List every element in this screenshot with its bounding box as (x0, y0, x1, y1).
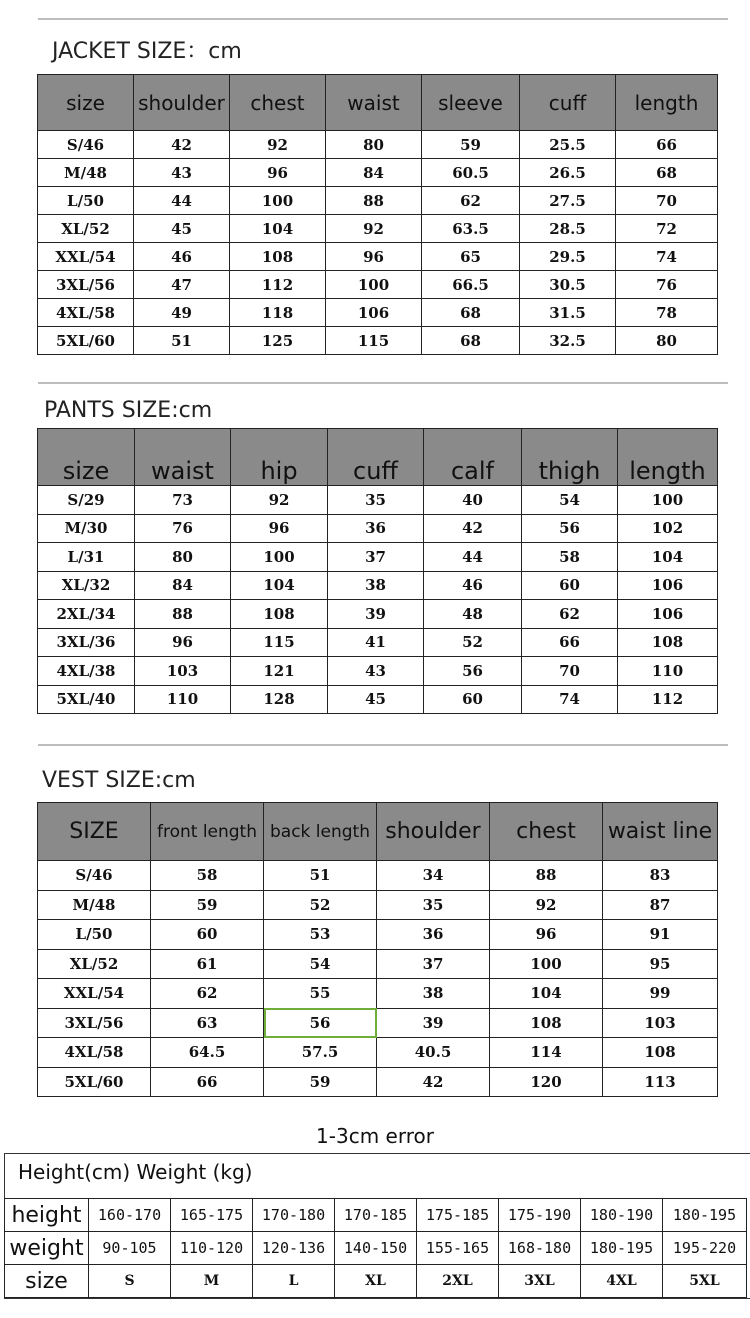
jacket-cell: S/46 (38, 131, 134, 159)
jacket-cell: 76 (616, 271, 718, 299)
vest-cell: 59 (151, 890, 264, 920)
table-row (38, 979, 718, 1009)
pants-header-waist: waist (135, 429, 231, 486)
jacket-cell: 125 (230, 327, 326, 355)
pants-cell: 74 (522, 685, 618, 714)
hw-cell-height: 165-175 (171, 1199, 253, 1232)
jacket-cell: 60.5 (422, 159, 520, 187)
vest-cell: S/46 (38, 861, 151, 891)
error-note: 1-3cm error (316, 1124, 434, 1148)
pants-cell: 60 (424, 685, 522, 714)
pants-header-length: length (618, 429, 718, 486)
vest-cell: M/48 (38, 890, 151, 920)
jacket-cell: 104 (230, 215, 326, 243)
pants-cell: 115 (231, 628, 328, 657)
pants-cell: 96 (135, 628, 231, 657)
table-row (38, 131, 718, 159)
vest-cell: 96 (490, 920, 603, 950)
hw-cell-weight: 110-120 (171, 1232, 253, 1265)
hw-cell-height: 175-185 (417, 1199, 499, 1232)
vest-cell: 53 (264, 920, 377, 950)
pants-cell: 54 (522, 486, 618, 515)
table-row (38, 657, 718, 686)
hw-row-weight (5, 1232, 747, 1265)
vest-cell: 108 (490, 1008, 603, 1038)
jacket-cell: 88 (326, 187, 422, 215)
pants-cell: 104 (618, 543, 718, 572)
vest-cell: 57.5 (264, 1038, 377, 1068)
jacket-cell: 32.5 (520, 327, 616, 355)
table-row (38, 215, 718, 243)
jacket-cell: 112 (230, 271, 326, 299)
vest-cell: 91 (603, 920, 718, 950)
pants-cell: 100 (231, 543, 328, 572)
jacket-cell: 74 (616, 243, 718, 271)
vest-cell: 42 (377, 1067, 490, 1097)
vest-cell: XXL/54 (38, 979, 151, 1009)
vest-cell: 66 (151, 1067, 264, 1097)
vest-cell: 34 (377, 861, 490, 891)
pants-cell: 40 (424, 486, 522, 515)
pants-header-size: size (38, 429, 135, 486)
jacket-cell: 100 (326, 271, 422, 299)
pants-cell: 37 (328, 543, 424, 572)
table-row (38, 187, 718, 215)
jacket-pants-divider (38, 382, 728, 384)
pants-cell: 110 (135, 685, 231, 714)
pants-cell: 46 (424, 571, 522, 600)
jacket-header-size: size (38, 75, 134, 131)
hw-cell-size: 4XL (581, 1265, 663, 1298)
pants-cell: 102 (618, 514, 718, 543)
jacket-cell: 46 (134, 243, 230, 271)
pants-header-hip: hip (231, 429, 328, 486)
pants-cell: 41 (328, 628, 424, 657)
pants-cell: 108 (618, 628, 718, 657)
hw-cell-weight: 195-220 (663, 1232, 747, 1265)
jacket-cell: 44 (134, 187, 230, 215)
pants-header-cuff: cuff (328, 429, 424, 486)
table-row (38, 861, 718, 891)
hw-cell-size: S (89, 1265, 171, 1298)
pants-cell: 106 (618, 600, 718, 629)
top-divider (38, 18, 728, 20)
hw-cell-weight: 155-165 (417, 1232, 499, 1265)
pants-cell: 121 (231, 657, 328, 686)
pants-cell: 104 (231, 571, 328, 600)
vest-cell: 113 (603, 1067, 718, 1097)
pants-cell: 84 (135, 571, 231, 600)
jacket-cell: 65 (422, 243, 520, 271)
height-weight-title: Height(cm) Weight (kg) (18, 1160, 253, 1184)
jacket-cell: 27.5 (520, 187, 616, 215)
pants-cell: 35 (328, 486, 424, 515)
vest-cell: 100 (490, 949, 603, 979)
hw-cell-weight: 120-136 (253, 1232, 335, 1265)
vest-header-chest: chest (490, 803, 603, 861)
vest-cell: 83 (603, 861, 718, 891)
jacket-header-chest: chest (230, 75, 326, 131)
pants-cell: 48 (424, 600, 522, 629)
jacket-cell: 108 (230, 243, 326, 271)
vest-cell: 39 (377, 1008, 490, 1038)
pants-cell: 38 (328, 571, 424, 600)
jacket-cell: M/48 (38, 159, 134, 187)
hw-cell-weight: 180-195 (581, 1232, 663, 1265)
pants-cell: 103 (135, 657, 231, 686)
pants-cell: 88 (135, 600, 231, 629)
hw-label-height: height (5, 1199, 89, 1232)
table-row (38, 299, 718, 327)
jacket-cell: 115 (326, 327, 422, 355)
hw-cell-weight: 168-180 (499, 1232, 581, 1265)
hw-row-size (5, 1265, 747, 1298)
pants-cell: 45 (328, 685, 424, 714)
jacket-header-sleeve: sleeve (422, 75, 520, 131)
vest-cell: 37 (377, 949, 490, 979)
pants-cell: 110 (618, 657, 718, 686)
vest-size-table (37, 802, 718, 1097)
hw-cell-size: 2XL (417, 1265, 499, 1298)
table-row (38, 514, 718, 543)
pants-cell: 70 (522, 657, 618, 686)
hw-cell-height: 180-195 (663, 1199, 747, 1232)
pants-cell: 112 (618, 685, 718, 714)
jacket-size-table (37, 74, 718, 355)
jacket-cell: 66 (616, 131, 718, 159)
jacket-cell: 4XL/58 (38, 299, 134, 327)
jacket-cell: 62 (422, 187, 520, 215)
jacket-cell: 72 (616, 215, 718, 243)
vest-cell: 61 (151, 949, 264, 979)
vest-cell: 4XL/58 (38, 1038, 151, 1068)
vest-cell: 92 (490, 890, 603, 920)
table-row (38, 949, 718, 979)
vest-cell: 103 (603, 1008, 718, 1038)
pants-header-calf: calf (424, 429, 522, 486)
jacket-cell: 5XL/60 (38, 327, 134, 355)
table-row (38, 1008, 718, 1038)
jacket-cell: 3XL/56 (38, 271, 134, 299)
jacket-cell: 84 (326, 159, 422, 187)
jacket-cell: 29.5 (520, 243, 616, 271)
jacket-cell: 68 (616, 159, 718, 187)
pants-cell: 43 (328, 657, 424, 686)
jacket-cell: 68 (422, 299, 520, 327)
jacket-cell: 45 (134, 215, 230, 243)
table-row (38, 571, 718, 600)
hw-cell-height: 170-185 (335, 1199, 417, 1232)
pants-cell: XL/32 (38, 571, 135, 600)
vest-cell: 40.5 (377, 1038, 490, 1068)
hw-cell-size: M (171, 1265, 253, 1298)
pants-cell: 3XL/36 (38, 628, 135, 657)
pants-cell: 60 (522, 571, 618, 600)
jacket-header-shoulder: shoulder (134, 75, 230, 131)
table-row (38, 685, 718, 714)
jacket-cell: 96 (326, 243, 422, 271)
hw-cell-size: XL (335, 1265, 417, 1298)
pants-cell: 39 (328, 600, 424, 629)
height-weight-table (4, 1198, 747, 1298)
pants-cell: 66 (522, 628, 618, 657)
jacket-cell: 80 (326, 131, 422, 159)
jacket-cell: 92 (326, 215, 422, 243)
pants-cell: 92 (231, 486, 328, 515)
jacket-cell: 25.5 (520, 131, 616, 159)
table-row (38, 159, 718, 187)
pants-cell: 76 (135, 514, 231, 543)
jacket-cell: 31.5 (520, 299, 616, 327)
vest-cell: 108 (603, 1038, 718, 1068)
hw-cell-height: 160-170 (89, 1199, 171, 1232)
vest-cell: 3XL/56 (38, 1008, 151, 1038)
vest-header-row (38, 803, 718, 861)
jacket-cell: 100 (230, 187, 326, 215)
jacket-header-length: length (616, 75, 718, 131)
vest-cell: 64.5 (151, 1038, 264, 1068)
vest-header-shoulder: shoulder (377, 803, 490, 861)
vest-cell: 87 (603, 890, 718, 920)
pants-cell: 5XL/40 (38, 685, 135, 714)
vest-cell: 95 (603, 949, 718, 979)
hw-cell-size: L (253, 1265, 335, 1298)
jacket-cell: 49 (134, 299, 230, 327)
vest-cell: 60 (151, 920, 264, 950)
pants-cell: 58 (522, 543, 618, 572)
jacket-cell: 63.5 (422, 215, 520, 243)
jacket-cell: 106 (326, 299, 422, 327)
vest-title: VEST SIZE:cm (42, 768, 196, 793)
hw-cell-height: 175-190 (499, 1199, 581, 1232)
table-row (38, 486, 718, 515)
table-row (38, 628, 718, 657)
vest-cell: 54 (264, 949, 377, 979)
vest-cell: 99 (603, 979, 718, 1009)
vest-cell: 88 (490, 861, 603, 891)
pants-cell: 96 (231, 514, 328, 543)
jacket-cell: 28.5 (520, 215, 616, 243)
jacket-cell: 70 (616, 187, 718, 215)
pants-cell: 2XL/34 (38, 600, 135, 629)
jacket-cell: 47 (134, 271, 230, 299)
pants-cell: 56 (522, 514, 618, 543)
jacket-cell: 59 (422, 131, 520, 159)
table-row (38, 1038, 718, 1068)
pants-cell: 56 (424, 657, 522, 686)
vest-cell: 63 (151, 1008, 264, 1038)
hw-cell-size: 3XL (499, 1265, 581, 1298)
pants-cell: 108 (231, 600, 328, 629)
hw-cell-weight: 90-105 (89, 1232, 171, 1265)
vest-header-waist-line: waist line (603, 803, 718, 861)
vest-header-front-length: front length (151, 803, 264, 861)
hw-label-size: size (5, 1265, 89, 1298)
vest-cell: XL/52 (38, 949, 151, 979)
vest-cell: 104 (490, 979, 603, 1009)
hw-label-weight: weight (5, 1232, 89, 1265)
vest-cell: 58 (151, 861, 264, 891)
vest-header-size: SIZE (38, 803, 151, 861)
hw-cell-height: 180-190 (581, 1199, 663, 1232)
vest-cell: 5XL/60 (38, 1067, 151, 1097)
jacket-cell: 78 (616, 299, 718, 327)
pants-cell: M/30 (38, 514, 135, 543)
jacket-cell: 66.5 (422, 271, 520, 299)
pants-cell: 42 (424, 514, 522, 543)
jacket-cell: XXL/54 (38, 243, 134, 271)
jacket-cell: XL/52 (38, 215, 134, 243)
table-row (38, 1067, 718, 1097)
pants-cell: 106 (618, 571, 718, 600)
pants-cell: 44 (424, 543, 522, 572)
pants-cell: S/29 (38, 486, 135, 515)
hw-row-height (5, 1199, 747, 1232)
vest-cell-selected: 56 (264, 1008, 377, 1038)
jacket-cell: 80 (616, 327, 718, 355)
table-row (38, 543, 718, 572)
jacket-cell: 92 (230, 131, 326, 159)
pants-vest-divider (38, 744, 728, 746)
jacket-cell: L/50 (38, 187, 134, 215)
vest-cell: 38 (377, 979, 490, 1009)
vest-cell: 59 (264, 1067, 377, 1097)
vest-cell: 120 (490, 1067, 603, 1097)
pants-cell: L/31 (38, 543, 135, 572)
table-row (38, 327, 718, 355)
pants-cell: 73 (135, 486, 231, 515)
jacket-title: JACKET SIZE：cm (52, 39, 242, 64)
pants-cell: 52 (424, 628, 522, 657)
jacket-cell: 118 (230, 299, 326, 327)
jacket-cell: 68 (422, 327, 520, 355)
hw-cell-weight: 140-150 (335, 1232, 417, 1265)
jacket-cell: 51 (134, 327, 230, 355)
vest-header-back-length: back length (264, 803, 377, 861)
pants-cell: 62 (522, 600, 618, 629)
vest-cell: 114 (490, 1038, 603, 1068)
jacket-cell: 30.5 (520, 271, 616, 299)
pants-cell: 80 (135, 543, 231, 572)
pants-title: PANTS SIZE:cm (44, 398, 213, 423)
jacket-cell: 43 (134, 159, 230, 187)
hw-cell-height: 170-180 (253, 1199, 335, 1232)
pants-cell: 100 (618, 486, 718, 515)
vest-cell: 55 (264, 979, 377, 1009)
table-row (38, 890, 718, 920)
pants-cell: 128 (231, 685, 328, 714)
vest-cell: 36 (377, 920, 490, 950)
pants-cell: 4XL/38 (38, 657, 135, 686)
jacket-header-row (38, 75, 718, 131)
jacket-cell: 96 (230, 159, 326, 187)
table-row (38, 920, 718, 950)
hw-cell-size: 5XL (663, 1265, 747, 1298)
pants-cell: 36 (328, 514, 424, 543)
pants-header-thigh: thigh (522, 429, 618, 486)
table-row (38, 243, 718, 271)
table-row (38, 600, 718, 629)
pants-header-row (38, 429, 718, 486)
pants-size-table (37, 428, 718, 714)
jacket-header-cuff: cuff (520, 75, 616, 131)
vest-cell: 51 (264, 861, 377, 891)
table-row (38, 271, 718, 299)
jacket-header-waist: waist (326, 75, 422, 131)
jacket-cell: 26.5 (520, 159, 616, 187)
vest-cell: L/50 (38, 920, 151, 950)
vest-cell: 62 (151, 979, 264, 1009)
vest-cell: 52 (264, 890, 377, 920)
vest-cell: 35 (377, 890, 490, 920)
jacket-cell: 42 (134, 131, 230, 159)
